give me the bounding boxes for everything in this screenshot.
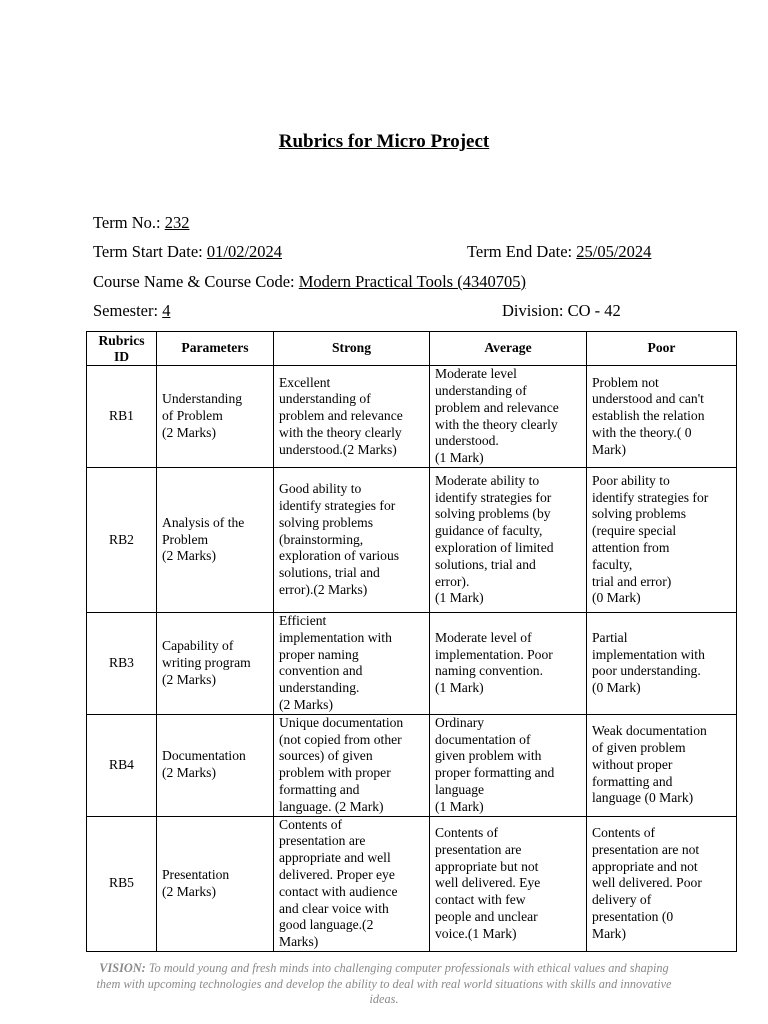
table-row	[87, 366, 737, 468]
semester-label: Semester:	[93, 301, 163, 320]
table-row	[87, 816, 737, 951]
rubrics-table	[86, 331, 737, 952]
term-label: Term No.:	[93, 213, 165, 232]
header-strong: Strong	[274, 332, 430, 366]
rubric-strong: Excellent understanding of problem and relevance with the theory clearly understood.(2 Marks)	[274, 366, 430, 468]
course-label: Course Name & Course Code:	[93, 272, 299, 291]
rubric-average: Moderate ability to identify strategies for solving problems (by guidance of faculty, exploration of limited solutions, trial and error). (1 Mark)	[430, 468, 587, 613]
rubric-parameter: Understanding of Problem (2 Marks)	[157, 366, 274, 468]
rubric-poor: Contents of presentation are not appropriate and not well delivered. Poor delivery of presentation (0 Mark)	[587, 816, 737, 951]
course-value: Modern Practical Tools (4340705)	[298, 272, 526, 291]
rubric-id: RB2	[87, 468, 157, 613]
page-title: Rubrics for Micro Project	[278, 131, 490, 152]
header-poor: Poor	[587, 332, 737, 366]
rubric-average: Ordinary documentation of given problem with proper formatting and language (1 Mark)	[430, 714, 587, 816]
rubric-average: Contents of presentation are appropriate but not well delivered. Eye contact with few people and unclear voice.(1 Mark)	[430, 816, 587, 951]
vision-label: VISION:	[99, 961, 146, 975]
vision-text: To mould young and fresh minds into challenging computer professionals with ethical values and shaping them with upcoming technologies and develop the ability to deal with real world situations with skills and innovative ideas.	[96, 961, 672, 1006]
table-header-row	[87, 332, 737, 366]
rubric-average: Moderate level understanding of problem and relevance with the theory clearly understood. (1 Mark)	[430, 366, 587, 468]
rubric-strong: Unique documentation (not copied from other sources) of given problem with proper formatting and language. (2 Mark)	[274, 714, 430, 816]
header-parameters: Parameters	[157, 332, 274, 366]
header-average: Average	[430, 332, 587, 366]
rubric-id: RB3	[87, 613, 157, 715]
rubric-id: RB1	[87, 366, 157, 468]
rubric-parameter: Analysis of the Problem (2 Marks)	[157, 468, 274, 613]
rubric-parameter: Capability of writing program (2 Marks)	[157, 613, 274, 715]
rubric-poor: Weak documentation of given problem without proper formatting and language (0 Mark)	[587, 714, 737, 816]
rubric-strong: Good ability to identify strategies for solving problems (brainstorming, exploration of various solutions, trial and error).(2 Marks)	[274, 468, 430, 613]
division-label: Division:	[502, 301, 568, 320]
header-rubrics-id: Rubrics ID	[87, 332, 157, 366]
start-date-value: 01/02/2024	[206, 242, 283, 261]
semester-value: 4	[162, 301, 171, 320]
table-row	[87, 468, 737, 613]
term-value: 232	[164, 213, 190, 232]
rubric-id: RB5	[87, 816, 157, 951]
rubric-poor: Poor ability to identify strategies for solving problems (require special attention from faculty, trial and error) (0 Mark)	[587, 468, 737, 613]
rubric-strong: Efficient implementation with proper naming convention and understanding. (2 Marks)	[274, 613, 430, 715]
start-date-label: Term Start Date:	[93, 242, 207, 261]
rubric-parameter: Presentation (2 Marks)	[157, 816, 274, 951]
table-row	[87, 613, 737, 715]
vision-statement	[90, 961, 678, 1008]
rubric-average: Moderate level of implementation. Poor naming convention. (1 Mark)	[430, 613, 587, 715]
term-number	[93, 213, 189, 233]
term-end-date	[467, 242, 651, 262]
rubric-poor: Partial implementation with poor understanding. (0 Mark)	[587, 613, 737, 715]
table-row	[87, 714, 737, 816]
rubric-strong: Contents of presentation are appropriate and well delivered. Proper eye contact with audience and clear voice with good language.(2 Marks)	[274, 816, 430, 951]
end-date-value: 25/05/2024	[576, 242, 652, 261]
division-value: CO - 42	[567, 301, 621, 320]
division-info	[502, 301, 621, 321]
semester-info	[93, 301, 170, 321]
rubric-parameter: Documentation (2 Marks)	[157, 714, 274, 816]
term-start-date	[93, 242, 282, 262]
course-info	[93, 272, 526, 292]
end-date-label: Term End Date:	[467, 242, 577, 261]
rubric-poor: Problem not understood and can't establish the relation with the theory.( 0 Mark)	[587, 366, 737, 468]
rubric-id: RB4	[87, 714, 157, 816]
